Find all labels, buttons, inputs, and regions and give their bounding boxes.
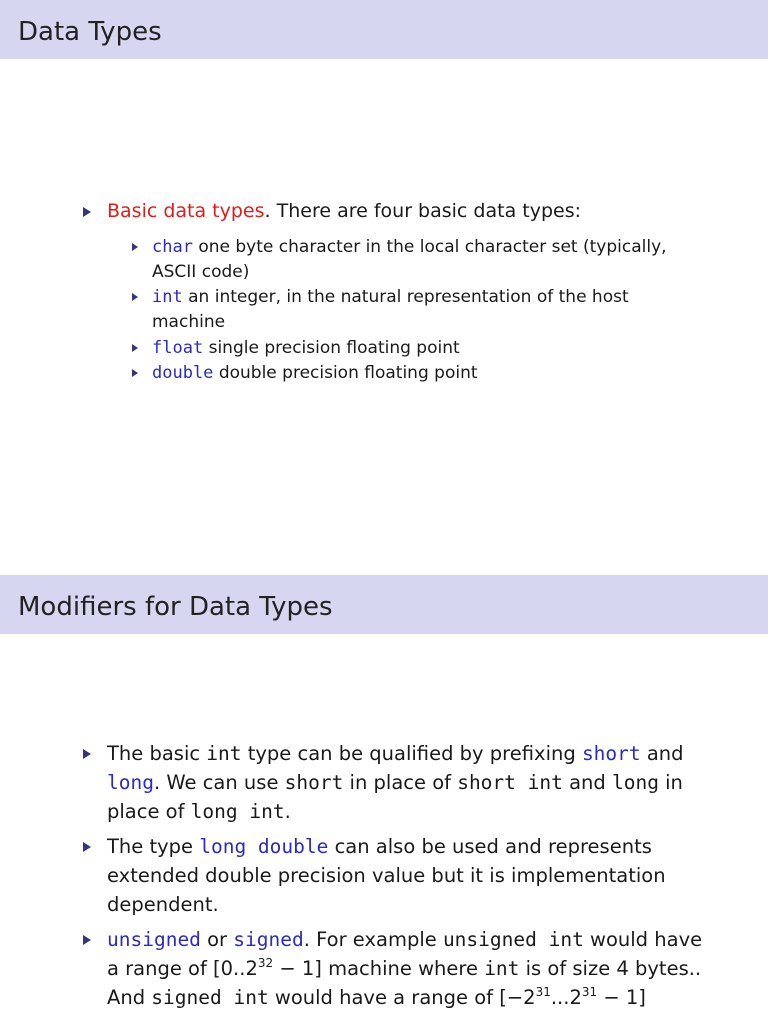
bullet-triangle-icon [83,749,91,759]
sub-bullet-triangle-icon [132,243,138,251]
sub-item-char: char one byte character in the local character set (typically, ASCII code) [152,237,667,282]
list-item-long-double: The type long double can also be used and represents extended double precision value but it is implementation dependent. [107,835,666,916]
sub-bullet-triangle-icon [132,369,138,377]
sub-item-double: double double precision floating point [152,363,478,383]
sub-item-int: int an integer, in the natural representation of the host machine [152,287,629,332]
title-bar [0,575,768,634]
slide-title: Data Types [18,17,162,47]
slide-modifiers [0,575,768,1024]
slide-title: Modifiers for Data Types [18,592,333,622]
sub-bullet-triangle-icon [132,344,138,352]
list-item-signedness: unsigned or signed. For example unsigned int would have a range of $[0..2^{32} - 1]$ machine where int is of size 4 bytes.. And signed int would have a range of $[-2^{31}...2^{31} - 1]$ [107,928,703,1009]
title-bar [0,0,768,59]
highlight-term: Basic data types [107,200,265,222]
bullet-triangle-icon [83,207,91,217]
bullet-triangle-icon [83,935,91,945]
sub-item-float: float single precision floating point [152,338,460,358]
bullet-triangle-icon [83,842,91,852]
list-item-int-qualifiers: The basic int type can be qualified by prefixing short and long. We can use short in place of short int and long in place of long int. [107,742,684,823]
list-item-basic-types: Basic data types. There are four basic data types: [107,200,581,222]
sub-bullet-triangle-icon [132,293,138,301]
